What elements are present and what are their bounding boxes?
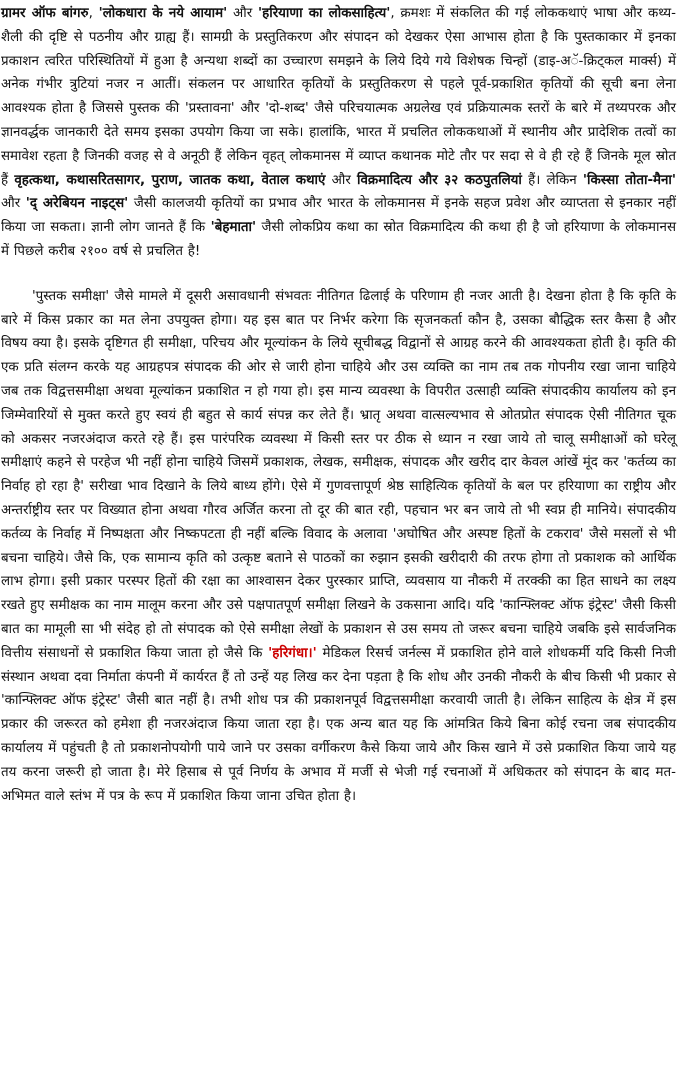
- paragraph-1: [1, 2, 676, 264]
- text-segment: जैसी कालजयी कृतियों का प्रभाव और भारत के लोकमानस में इनके सहज प्रवेश और व्याप्तता से इनकार नहीं किया जा सकता। ज्ञानी लोग जानते हैं कि: [1, 196, 676, 236]
- bold-title-grammar-of-bangru: ग्रामर ऑफ बांगरु: [1, 6, 89, 21]
- bold-sources-list: वृहत्कथा, कथासरितसागर, पुराण, जातक कथा, वेताल कथाएं: [14, 172, 326, 188]
- text-segment: जैसी लोकप्रिय कथा का स्रोत विक्रमादित्य की कथा ही है जो हरियाणा के लोकमानस में पिछले करीब २१०० वर्ष से प्रचलित है!: [1, 220, 676, 259]
- text-segment: , क्रमशः में संकलित की गई लोककथाएं भाषा और कथ्य-शैली की दृष्टि से पठनीय और ग्राह्य हैं। सामग्री के प्रस्तुतिकरण और संपादन को देखकर ऐसा आभास होता है कि पुस्तकाकार में इनका प्रकाशन त्वरित परिस्थितियों में हुआ है अन्यथा शब्दों का उच्चारण समझने के लिये दिये गये विशेषक चिन्हों (डाइ-अॅ-क्रिट्कल मार्क्स) में अनेक गंभीर त्रुटियां नजर न आतीं। संकलन पर आधारित कृतियों के प्रस्तुतिकरण से पहले पूर्व-प्रकाशित कृतियों की सूची बना लेना आवश्यक होता है जिससे पुस्तक की 'प्रस्तावना' और 'दो-शब्द' जैसे परिचयात्मक अग्रलेख एवं प्रक्रियात्मक स्तरों के बारे में तथ्यपरक और ज्ञानवर्द्धक जानकारी देते समय इसका उपयोग किया जा सके। हालांकि, भारत में प्रचलित लोककथाओं में स्थानीय और प्रादेशिक तत्वों का समावेश रहता है जिनकी वजह से वे अनूठी हैं लेकिन वृहत् लोकमानस में व्याप्त कथानक मोटे तौर पर सदा से वे ही रहे हैं जिनके मूल स्रोत हैं: [1, 6, 676, 188]
- text-segment: और: [227, 6, 259, 21]
- bold-title-lokdhara: 'लोकधारा के नये आयाम': [98, 6, 228, 21]
- text-segment: 'पुस्तक समीक्षा' जैसे मामले में दूसरी असावधानी संभवतः नीतिगत ढिलाई के परिणाम ही नजर आती है। देखना होता है कि कृति के बारे में किस प्रकार का मत लेना उपयुक्त होगा। यह इस बात पर निर्भर करेगा कि सृजनकर्ता कौन है, उसका बौद्धिक स्तर कैसा है और विषय क्या है। इसके दृष्टिगत ही समीक्षा, परिचय और मूल्यांकन के लिये सूचीबद्ध विद्वानों से आग्रह करने की आवश्यकता होती है। कृति की एक प्रति संलग्न करके यह आग्रहपत्र संपादक की ओर से जारी होना चाहिये और उस व्यक्ति का नाम तब तक गोपनीय रखा जाना चाहिये जब तक विद्वत्तसमीक्षा अथवा मूल्यांकन प्रकाशित न हो गया हो। इस मान्य व्यवस्था के विपरीत उत्साही व्यक्ति संपादकीय कार्यालय को इन जिम्मेवारियों से मुक्त करते हुए स्वयं ही बहुत से कार्य संपन्न कर लेते हैं। भ्रातृ अथवा वात्सल्यभाव से ओतप्रोत संपादक ऐसी नीतिगत चूक को अकसर नजरअंदाज करते रहे हैं। इस पारंपरिक व्यवस्था में किसी स्तर पर ठीक से ध्यान न रखा जाये तो चालू समीक्षाओं को घरेलू समीक्षाएं कहने से परहेज भी नहीं होना चाहिये जिसमें प्रकाशक, लेखक, समीक्षक, संपादक और खरीद दार केवल आंखें मूंद कर 'कर्तव्य का निर्वाह हो रहा है' सरीखा भाव दिखाने के लिये बाध्य होंगे। ऐसे में गुणवत्तापूर्ण श्रेष्ठ साहित्यिक कृतियों के बल पर हरियाणा का राष्ट्रीय और अन्तर्राष्ट्रीय स्तर पर विख्यात होना अथवा गौरव अर्जित करना तो दूर की बात रही, पहचान भर बन जाये तो भी स्वप्न ही मानिये। संपादकीय कर्तव्य के निर्वाह में निष्पक्षता और निष्कपटता ही नहीं बल्कि विवाद के अलावा 'अघोषित और अस्पष्ट हितों के टकराव' जैसे मसलों से भी बचना चाहिये। जैसे कि, एक सामान्य कृति को उत्कृष्ट बताने से पाठकों का रुझान इसकी खरीदारी की तरफ होगा तो प्रकाशक को आर्थिक लाभ होगा। इसी प्रकार परस्पर हितों की रक्षा का आश्वासन देकर पुरस्कार प्राप्ति, व्यवसाय या नौकरी में तरक्की का हित साधने का लक्ष्य रखते हुए समीक्षक का नाम मालूम करना और उसे पक्षपातपूर्ण समीक्षा लिखने के उकसाना आदि। यदि 'कान्फ्लिक्ट ऑफ इंट्रेस्ट' जैसी किसी बात का मामूली सा भी संदेह हो तो संपादक को ऐसे समीक्षा लेखों के प्रकाशन से उस समय तो जरूर बचना चाहिये जबकि इसे सार्वजनिक वित्तीय संसाधनों से प्रकाशित किया जाता हो जैसे कि: [1, 288, 676, 661]
- bold-title-haryana-loksahitya: 'हरियाणा का लोकसाहित्य': [258, 6, 391, 21]
- bold-behmata: 'बेहमाता': [210, 220, 257, 236]
- bold-kissa-tota-maina: 'किस्सा तोता-मैना': [582, 172, 677, 188]
- text-segment: ,: [88, 6, 99, 21]
- text-segment: हैं। लेकिन: [521, 172, 583, 188]
- bold-red-harigandha: 'हरिगंधा।': [268, 645, 317, 661]
- bold-vikramaditya: विक्रमादित्य और ३२ कठपुतलियां: [357, 172, 522, 188]
- paragraph-2: [1, 285, 676, 809]
- text-segment: और: [325, 172, 357, 188]
- text-segment: मेडिकल रिसर्च जर्नल्स में प्रकाशित होने वाले शोधकर्मी यदि किसी निजी संस्थान अथवा दवा निर्माता कंपनी में कार्यरत हैं तो उन्हें यह लिख कर देना पड़ता है कि शोध और उनकी नौकरी के बीच किसी भी प्रकार से 'कान्फ्लिक्ट ऑफ इंट्रेस्ट' जैसी बात नहीं है। तभी शोध पत्र की प्रकाशनपूर्व विद्वत्तसमीक्षा करवायी जाती है। लेकिन साहित्य के क्षेत्र में इस प्रकार की जरूरत को हमेशा ही नजरअंदाज किया जाता रहा है। एक अन्य बात यह कि आंमत्रित किये बिना कोई रचना जब संपादकीय कार्यालय में पहुंचती है तो प्रकाशनोपयोगी पाये जाने पर उसका वर्गीकरण कैसे किया जाये और किस खाने में उसे प्रकाशित किया जाये यह तय करना जरूरी हो जाता है। मेरे हिसाब से पूर्व निर्णय के अभाव में मर्जी से भेजी गई रचनाओं में अधिकतर को संपादन के बाद मत-अभिमत वाले स्तंभ में पत्र के रूप में प्रकाशित किया जाना उचित होता है।: [1, 645, 676, 804]
- bold-arabian-nights: 'द् अरेबियन नाइट्स': [25, 196, 129, 212]
- text-segment: और: [1, 196, 26, 212]
